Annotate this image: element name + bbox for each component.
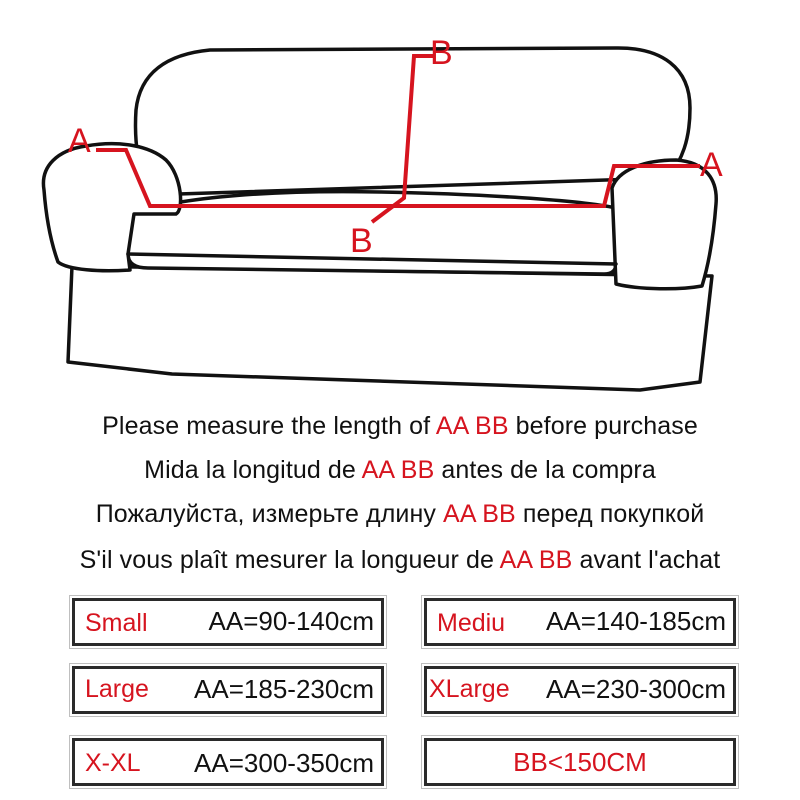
size-box-xlarge xyxy=(424,666,736,714)
label-a-right: A xyxy=(700,146,723,184)
label-b-top: B xyxy=(430,34,453,72)
instruction-spanish: Mida la longitud de AA BB antes de la compra xyxy=(144,456,656,484)
bb-note-box xyxy=(424,738,736,786)
size-range: AA=185-230cm xyxy=(194,674,374,704)
size-box-small xyxy=(72,598,384,646)
size-range: AA=90-140cm xyxy=(208,606,374,636)
size-name: Small xyxy=(85,609,148,637)
label-a-left: A xyxy=(68,122,91,160)
size-box-medium xyxy=(424,598,736,646)
size-name: X-XL xyxy=(85,749,141,777)
size-name: XLarge xyxy=(429,675,510,703)
size-range: AA=230-300cm xyxy=(546,674,726,704)
instruction-russian: Пожалуйста, измерьте длину AA BB перед покупкой xyxy=(95,500,705,528)
label-b-bottom: B xyxy=(350,222,373,260)
size-box-large xyxy=(72,666,384,714)
size-range: AA=140-185cm xyxy=(546,606,726,636)
instruction-french: S'il vous plaît mesurer la longueur de AA BB avant l'achat xyxy=(79,546,721,574)
instruction-english: Please measure the length of AA BB before purchase xyxy=(102,412,698,440)
size-range: AA=300-350cm xyxy=(194,748,374,778)
bb-note: BB<150CM xyxy=(513,747,647,777)
size-name: Mediu xyxy=(437,609,506,637)
size-box-x-xl xyxy=(72,738,384,786)
size-name: Large xyxy=(85,675,149,703)
